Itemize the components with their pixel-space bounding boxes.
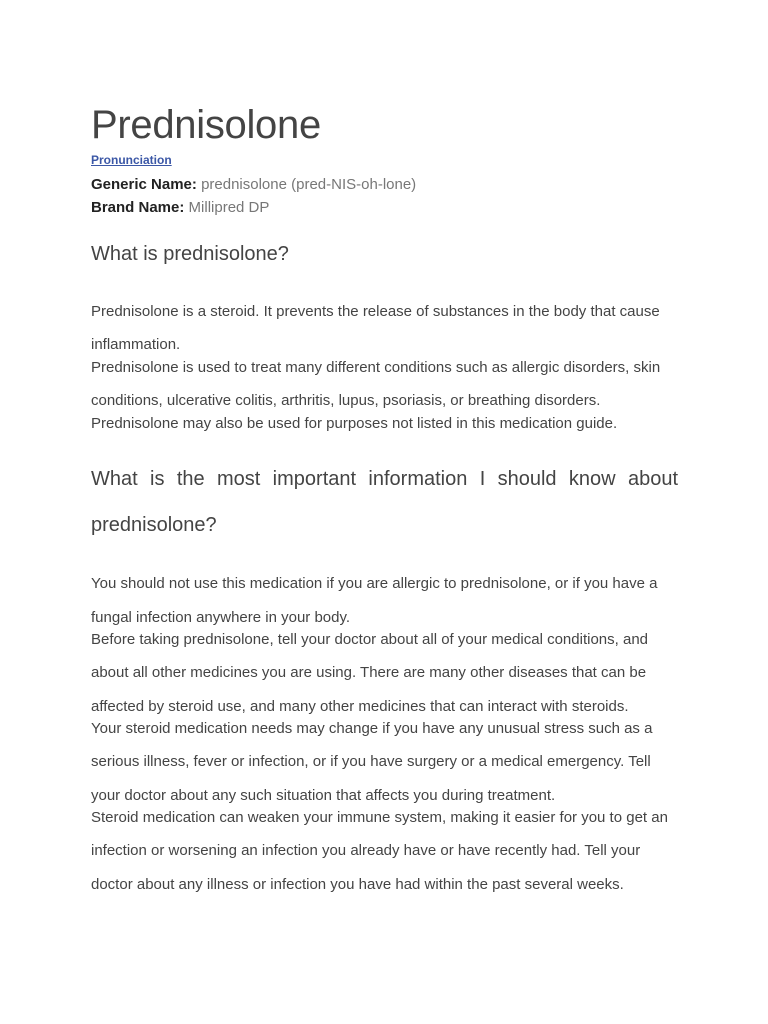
paragraph-line: Prednisolone is used to treat many different conditions such as allergic disorders, skin xyxy=(91,359,661,376)
paragraph-line: Your steroid medication needs may change if you have any unusual stress such as a xyxy=(91,720,653,737)
brand-name-value: Millipred DP xyxy=(188,199,270,216)
section-heading-line: prednisolone? xyxy=(91,514,217,536)
paragraph-line: about all other medicines you are using. There are many other diseases that can be xyxy=(91,664,647,681)
generic-name-label: Generic Name: xyxy=(91,176,197,193)
section-heading xyxy=(91,456,678,548)
section-heading-line: What is the most important information I should know about xyxy=(91,468,678,490)
paragraph-line: Prednisolone is a steroid. It prevents the release of substances in the body that cause xyxy=(91,303,660,320)
section-heading: What is prednisolone? xyxy=(91,243,289,265)
paragraph-line: serious illness, fever or infection, or if you have surgery or a medical emergency. Tell xyxy=(91,753,651,770)
paragraph-line: fungal infection anywhere in your body. xyxy=(91,609,351,626)
paragraph-line: Steroid medication can weaken your immune system, making it easier for you to get an xyxy=(91,809,668,826)
paragraph-line: Prednisolone may also be used for purposes not listed in this medication guide. xyxy=(91,415,618,432)
brand-name-line xyxy=(91,198,269,218)
paragraph-line: You should not use this medication if you are allergic to prednisolone, or if you have a xyxy=(91,575,658,592)
generic-name-line xyxy=(91,175,416,195)
generic-name-value: prednisolone (pred-NIS-oh-lone) xyxy=(201,176,417,193)
paragraph-line: doctor about any illness or infection you have had within the past several weeks. xyxy=(91,876,624,893)
page-title: Prednisolone xyxy=(91,103,321,147)
brand-name-label: Brand Name: xyxy=(91,199,185,216)
paragraph-line: Before taking prednisolone, tell your doctor about all of your medical conditions, and xyxy=(91,631,648,648)
paragraph-line: your doctor about any such situation that affects you during treatment. xyxy=(91,787,556,804)
pronunciation-link[interactable]: Pronunciation xyxy=(91,153,172,167)
paragraph-line: conditions, ulcerative colitis, arthritis, lupus, psoriasis, or breathing disorders. xyxy=(91,392,601,409)
paragraph-line: infection or worsening an infection you already have or have recently had. Tell your xyxy=(91,842,641,859)
paragraph-line: inflammation. xyxy=(91,336,181,353)
paragraph-line: affected by steroid use, and many other medicines that can interact with steroids. xyxy=(91,698,629,715)
